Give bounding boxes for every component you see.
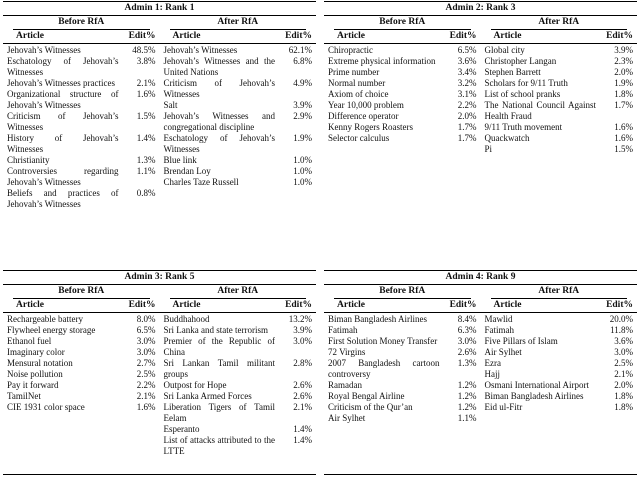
article-cell: Jehovah’s Witnesses and the United Nations — [163, 56, 275, 77]
article-cell: The National Council Against Health Fraud — [484, 100, 596, 121]
edit-percent-cell: 2.6% — [293, 391, 312, 401]
article-cell: Brendan Loy — [163, 166, 211, 176]
article-column-header: Article — [172, 31, 201, 41]
edit-percent-cell: 20.0% — [609, 314, 633, 324]
article-cell: Criticism of the Qur’an — [328, 402, 413, 412]
article-column-header: Article — [493, 31, 522, 41]
article-cell: Buddhahood — [163, 314, 210, 324]
after-header-cell — [481, 285, 638, 299]
edit-percent-cell: 1.1% — [136, 166, 156, 176]
article-cell: Christianity — [7, 155, 50, 165]
article-cell: Sri Lankan Tamil militant groups — [163, 358, 275, 379]
article-cell: Outpost for Hope — [163, 380, 227, 390]
table-row — [7, 314, 156, 325]
table-row — [328, 45, 477, 56]
table-row — [164, 402, 313, 424]
edit-percent-cell: 3.0% — [136, 347, 156, 357]
edit-percent-cell: 2.5% — [614, 358, 633, 368]
edit-column-header: Edit% — [606, 300, 633, 310]
article-cell: Hajj — [484, 369, 500, 379]
table-row — [485, 100, 634, 122]
article-cell: Selector calculus — [328, 133, 390, 143]
table-row — [7, 336, 156, 347]
edit-percent-cell: 1.6% — [136, 89, 156, 99]
table-row — [485, 380, 634, 391]
edit-percent-cell: 1.5% — [614, 144, 633, 154]
table-row — [164, 45, 313, 56]
article-cell: Osmani International Airport — [484, 380, 589, 390]
table-row — [485, 314, 634, 325]
after-rows — [160, 44, 317, 270]
edit-percent-cell: 1.0% — [293, 166, 312, 176]
after-column-headers — [481, 299, 638, 312]
article-cell: Sri Lanka and state terrorism — [163, 325, 268, 335]
edit-percent-cell: 2.2% — [136, 380, 156, 390]
before-header-cell — [324, 16, 481, 30]
article-cell: Kenny Rogers Roasters — [328, 122, 413, 132]
table-row — [164, 424, 313, 435]
edit-column-header: Edit% — [128, 31, 156, 41]
article-cell: Criticism of Jehovah’s Witnesses — [7, 111, 119, 132]
edit-percent-cell: 48.5% — [132, 45, 156, 55]
article-cell: Normal number — [328, 78, 386, 88]
article-cell: Christopher Langan — [484, 56, 557, 66]
article-cell: 2007 Bangladesh cartoon controversy — [328, 358, 440, 379]
after-rows — [481, 313, 638, 474]
article-cell: Axiom of choice — [328, 89, 389, 99]
table-row — [164, 314, 313, 325]
table-row — [328, 78, 477, 89]
column-header-row — [3, 299, 316, 313]
panel-admin-2 — [324, 1, 637, 270]
before-header-cell — [3, 16, 160, 30]
article-cell: Mawlid — [484, 314, 513, 324]
before-header-cell — [324, 285, 481, 299]
before-rfa-label: Before RfA — [334, 285, 471, 299]
edit-percent-cell: 3.8% — [136, 56, 156, 66]
phase-header-row — [3, 285, 316, 299]
before-rows — [3, 313, 160, 474]
table-row — [485, 336, 634, 347]
edit-percent-cell: 1.7% — [614, 100, 633, 110]
table-row — [328, 347, 477, 358]
edit-percent-cell: 3.9% — [293, 325, 312, 335]
article-column-header: Article — [337, 300, 365, 310]
article-cell: Jehovah’s Witnesses practices — [7, 78, 115, 88]
table-row — [7, 358, 156, 369]
table-row — [485, 391, 634, 402]
after-rows — [481, 44, 638, 270]
edit-percent-cell: 1.1% — [457, 413, 477, 423]
table-row — [328, 391, 477, 402]
edit-percent-cell: 1.3% — [136, 155, 156, 165]
edit-percent-cell: 3.0% — [293, 336, 312, 346]
before-column-headers — [3, 299, 160, 312]
article-column-header: Article — [16, 300, 44, 310]
edit-percent-cell: 1.7% — [457, 122, 477, 132]
article-cell: Rechargeable battery — [7, 314, 84, 324]
data-rows — [3, 313, 316, 474]
edit-percent-cell: 1.5% — [136, 111, 156, 121]
edit-column-header: Edit% — [128, 300, 156, 310]
table-row — [485, 78, 634, 89]
article-cell: Stephen Barrett — [484, 67, 541, 77]
article-cell: Eschatology of Jehovah’s Witnesses — [7, 56, 119, 77]
edit-percent-cell: 2.0% — [614, 380, 633, 390]
article-cell: History of Jehovah’s Witnesses — [7, 133, 119, 154]
before-rfa-label: Before RfA — [13, 16, 150, 30]
edit-percent-cell: 1.8% — [614, 391, 633, 401]
article-cell: Biman Bangladesh Airlines — [484, 391, 584, 401]
edit-column-header: Edit% — [449, 300, 477, 310]
edit-percent-cell: 3.0% — [136, 336, 156, 346]
edit-percent-cell: 2.8% — [293, 358, 312, 368]
edit-percent-cell: 1.6% — [614, 122, 633, 132]
table-row — [164, 358, 313, 380]
table-row — [164, 100, 313, 111]
article-cell: Fatimah — [328, 325, 358, 335]
article-cell: Liberation Tigers of Tamil Eelam — [163, 402, 275, 423]
phase-header-row — [3, 16, 316, 30]
data-rows — [3, 44, 316, 270]
table-row — [7, 111, 156, 133]
edit-percent-cell: 1.4% — [136, 133, 156, 143]
article-cell: Air Sylhet — [328, 413, 366, 423]
article-cell: Imaginary color — [7, 347, 65, 357]
table-row — [7, 369, 156, 380]
edit-percent-cell: 1.6% — [136, 402, 156, 412]
panel-admin-3 — [3, 270, 316, 475]
after-rows — [160, 313, 317, 474]
article-cell: Eschatology of Jehovah’s Witnesses — [163, 133, 275, 154]
after-rfa-label: After RfA — [170, 16, 307, 30]
column-header-row — [3, 30, 316, 44]
table-row — [328, 67, 477, 78]
table-row — [328, 380, 477, 391]
before-column-headers — [324, 299, 481, 312]
article-cell: Controversies regarding Jehovah’s Witnesses — [7, 166, 119, 187]
table-row — [7, 78, 156, 89]
article-cell: Difference operator — [328, 111, 399, 121]
article-cell: Organizational structure of Jehovah’s Witnesses — [7, 89, 119, 110]
table-row — [328, 336, 477, 347]
table-row — [328, 133, 477, 144]
edit-percent-cell: 2.6% — [293, 380, 312, 390]
edit-percent-cell: 2.0% — [614, 67, 633, 77]
article-cell: Flywheel energy storage — [7, 325, 96, 335]
edit-percent-cell: 3.2% — [457, 78, 477, 88]
edit-column-header: Edit% — [606, 31, 633, 41]
article-cell: CIE 1931 color space — [7, 402, 85, 412]
article-cell: Air Sylhet — [484, 347, 522, 357]
data-rows — [324, 44, 637, 270]
table-row — [328, 314, 477, 325]
article-cell: Quackwatch — [484, 133, 530, 143]
after-column-headers — [481, 30, 638, 43]
article-cell: Biman Bangladesh Airlines — [328, 314, 427, 324]
edit-percent-cell: 1.9% — [293, 133, 312, 143]
panel-title: Admin 4: Rank 9 — [324, 271, 637, 285]
panel-title: Admin 3: Rank 5 — [3, 271, 316, 285]
article-cell: Blue link — [163, 155, 197, 165]
edit-percent-cell: 8.4% — [457, 314, 477, 324]
article-cell: Esperanto — [163, 424, 200, 434]
table-row — [164, 380, 313, 391]
edit-percent-cell: 3.0% — [457, 336, 477, 346]
table-row — [7, 155, 156, 166]
after-header-cell — [160, 285, 317, 299]
phase-header-row — [324, 16, 637, 30]
article-cell: Ethanol fuel — [7, 336, 52, 346]
edit-percent-cell: 1.9% — [614, 78, 633, 88]
table-row — [485, 144, 634, 155]
table-row — [328, 402, 477, 413]
table-row — [485, 325, 634, 336]
article-cell: Salt — [163, 100, 178, 110]
article-cell: Jehovah’s Witnesses — [163, 45, 238, 55]
table-row — [7, 56, 156, 78]
article-column-header: Article — [337, 31, 365, 41]
edit-percent-cell: 1.2% — [457, 380, 477, 390]
table-row — [485, 347, 634, 358]
edit-percent-cell: 1.4% — [293, 424, 312, 434]
edit-percent-cell: 2.9% — [293, 111, 312, 121]
column-header-row — [324, 30, 637, 44]
article-column-header: Article — [16, 31, 44, 41]
edit-percent-cell: 1.4% — [293, 435, 312, 445]
edit-percent-cell: 1.8% — [614, 402, 633, 412]
table-row — [485, 67, 634, 78]
edit-percent-cell: 2.7% — [136, 358, 156, 368]
edit-percent-cell: 1.2% — [457, 391, 477, 401]
table-row — [485, 369, 634, 380]
table-row — [485, 89, 634, 100]
table-row — [485, 122, 634, 133]
table-row — [328, 325, 477, 336]
edit-percent-cell: 6.5% — [457, 45, 477, 55]
article-column-header: Article — [493, 300, 522, 310]
table-row — [328, 358, 477, 380]
article-cell: 9/11 Truth movement — [484, 122, 563, 132]
table-row — [485, 45, 634, 56]
table-row — [7, 45, 156, 56]
table-row — [7, 380, 156, 391]
panel-admin-1 — [3, 1, 316, 270]
article-cell: Jehovah’s Witnesses — [7, 45, 81, 55]
after-rfa-label: After RfA — [491, 16, 628, 30]
edit-percent-cell: 3.6% — [457, 56, 477, 66]
edit-percent-cell: 1.0% — [293, 177, 312, 187]
table-row — [164, 111, 313, 133]
edit-percent-cell: 2.3% — [614, 56, 633, 66]
table-row — [7, 188, 156, 210]
panel-admin-4 — [324, 270, 637, 475]
edit-percent-cell: 1.7% — [457, 133, 477, 143]
article-cell: Royal Bengal Airline — [328, 391, 405, 401]
edit-percent-cell: 2.1% — [136, 78, 156, 88]
after-rfa-label: After RfA — [170, 285, 307, 299]
table-row — [164, 56, 313, 78]
article-cell: Eid ul-Fitr — [484, 402, 523, 412]
edit-percent-cell: 3.1% — [457, 89, 477, 99]
edit-percent-cell: 2.6% — [457, 347, 477, 357]
before-header-cell — [3, 285, 160, 299]
article-cell: List of attacks attributed to the LTTE — [163, 435, 275, 456]
table-row — [485, 133, 634, 144]
phase-header-row — [324, 285, 637, 299]
before-rfa-label: Before RfA — [334, 16, 471, 30]
article-cell: Scholars for 9/11 Truth — [484, 78, 568, 88]
article-cell: TamilNet — [7, 391, 41, 401]
table-row — [7, 347, 156, 358]
article-cell: Pay it forward — [7, 380, 59, 390]
edit-percent-cell: 1.3% — [457, 358, 477, 368]
before-rows — [324, 44, 481, 270]
edit-percent-cell: 1.0% — [293, 155, 312, 165]
edit-percent-cell: 0.8% — [136, 188, 156, 198]
edit-percent-cell: 11.8% — [610, 325, 633, 335]
table-row — [7, 89, 156, 111]
edit-percent-cell: 2.0% — [457, 111, 477, 121]
panel-title: Admin 2: Rank 3 — [324, 2, 637, 16]
table-row — [328, 89, 477, 100]
table-row — [164, 325, 313, 336]
table-row — [164, 155, 313, 166]
table-row — [7, 402, 156, 413]
after-header-cell — [160, 16, 317, 30]
article-cell: Charles Taze Russell — [163, 177, 239, 187]
edit-percent-cell: 2.1% — [136, 391, 156, 401]
edit-percent-cell: 4.9% — [293, 78, 312, 88]
article-cell: Jehovah’s Witnesses and congregational discipline — [163, 111, 275, 132]
edit-percent-cell: 62.1% — [288, 45, 312, 55]
article-cell: Five Pillars of Islam — [484, 336, 558, 346]
table-row — [164, 391, 313, 402]
article-column-header: Article — [172, 300, 201, 310]
edit-percent-cell: 2.5% — [136, 369, 156, 379]
edit-percent-cell: 13.2% — [288, 314, 312, 324]
edit-percent-cell: 3.4% — [457, 67, 477, 77]
data-rows — [324, 313, 637, 474]
table-row — [7, 133, 156, 155]
after-header-cell — [481, 16, 638, 30]
article-cell: Ramadan — [328, 380, 362, 390]
table-row — [485, 402, 634, 413]
table-row — [164, 133, 313, 155]
table-row — [164, 177, 313, 188]
table-row — [7, 166, 156, 188]
article-cell: Ezra — [484, 358, 501, 368]
edit-column-header: Edit% — [285, 300, 312, 310]
article-cell: Chiropractic — [328, 45, 373, 55]
article-cell: Mensural notation — [7, 358, 73, 368]
edit-percent-cell: 2.1% — [614, 369, 633, 379]
table-row — [7, 391, 156, 402]
table-row — [7, 325, 156, 336]
edit-percent-cell: 1.8% — [614, 89, 633, 99]
before-column-headers — [324, 30, 481, 43]
article-cell: 72 Virgins — [328, 347, 366, 357]
edit-percent-cell: 3.9% — [614, 45, 633, 55]
edit-percent-cell: 1.6% — [614, 133, 633, 143]
table-row — [485, 56, 634, 67]
article-cell: Extreme physical information — [328, 56, 436, 66]
panel-title: Admin 1: Rank 1 — [3, 2, 316, 16]
table-row — [164, 336, 313, 358]
after-rfa-label: After RfA — [491, 285, 628, 299]
before-rfa-label: Before RfA — [13, 285, 150, 299]
edit-percent-cell: 2.1% — [293, 402, 312, 412]
column-header-row — [324, 299, 637, 313]
table-row — [328, 122, 477, 133]
edit-percent-cell: 1.2% — [457, 402, 477, 412]
edit-column-header: Edit% — [449, 31, 477, 41]
edit-column-header: Edit% — [285, 31, 312, 41]
edit-percent-cell: 8.0% — [136, 314, 156, 324]
article-cell: Pi — [484, 144, 493, 154]
edit-percent-cell: 6.8% — [293, 56, 312, 66]
edit-percent-cell: 6.3% — [457, 325, 477, 335]
before-column-headers — [3, 30, 160, 43]
article-cell: Global city — [484, 45, 525, 55]
after-column-headers — [160, 299, 317, 312]
table-row — [164, 435, 313, 457]
before-rows — [324, 313, 481, 474]
edit-percent-cell: 3.0% — [614, 347, 633, 357]
article-cell: Noise pollution — [7, 369, 63, 379]
article-cell: Sri Lanka Armed Forces — [163, 391, 252, 401]
after-column-headers — [160, 30, 317, 43]
article-cell: Criticism of Jehovah’s Witnesses — [163, 78, 275, 99]
article-cell: Beliefs and practices of Jehovah’s Witnesses — [7, 188, 119, 209]
article-cell: List of school pranks — [484, 89, 561, 99]
before-rows — [3, 44, 160, 270]
edit-percent-cell: 3.9% — [293, 100, 312, 110]
edit-percent-cell: 6.5% — [136, 325, 156, 335]
table-row — [328, 413, 477, 424]
table-row — [328, 100, 477, 111]
table-row — [164, 166, 313, 177]
table-row — [485, 358, 634, 369]
article-cell: Prime number — [328, 67, 380, 77]
table-row — [328, 56, 477, 67]
article-cell: Year 10,000 problem — [328, 100, 404, 110]
article-cell: Premier of the Republic of China — [163, 336, 275, 357]
edit-percent-cell: 2.2% — [457, 100, 477, 110]
table-row — [328, 111, 477, 122]
article-cell: Fatimah — [484, 325, 514, 335]
article-cell: First Solution Money Transfer — [328, 336, 438, 346]
table-row — [164, 78, 313, 100]
edit-percent-cell: 3.6% — [614, 336, 633, 346]
